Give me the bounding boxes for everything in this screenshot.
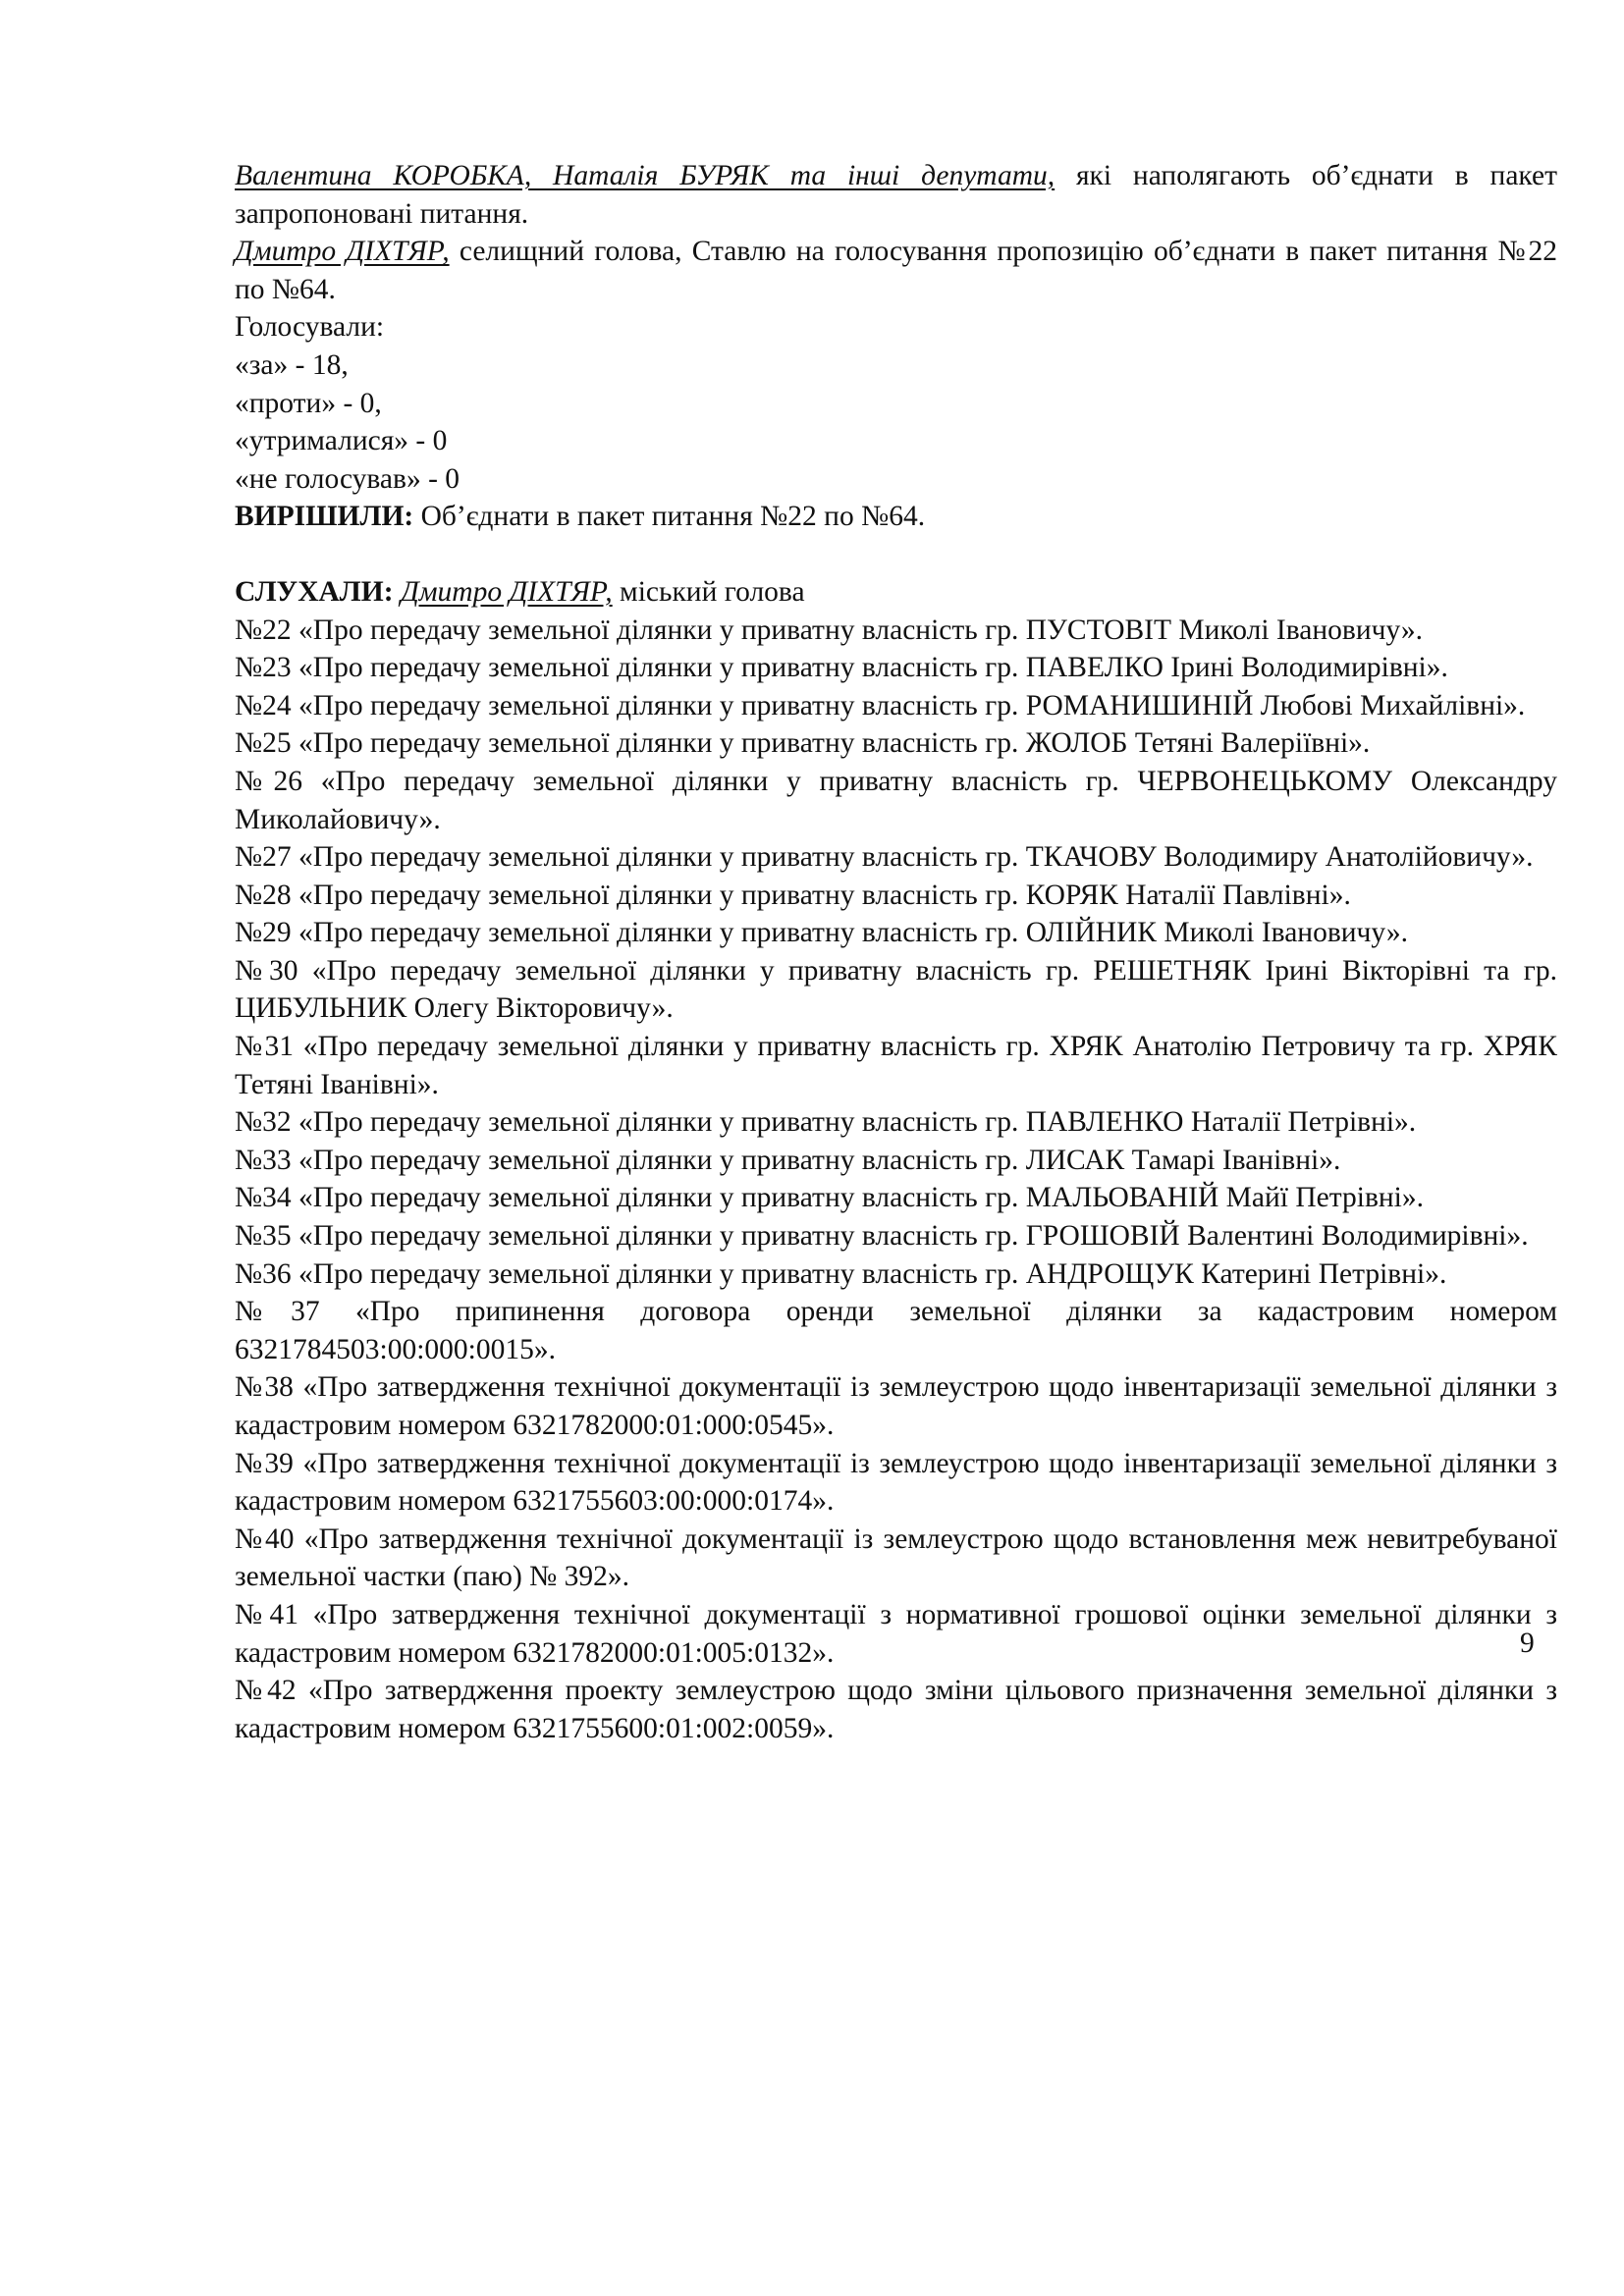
agenda-item-41: №41 «Про затвердження технічної документації з нормативної грошової оцінки земельної ділянки з кадастровим номером 6321782000:01:005:0132». bbox=[235, 1598, 1557, 1669]
agenda-item-30: №30 «Про передачу земельної ділянки у приватну власність гр. РЕШЕТНЯК Ірині Вікторівні та гр. ЦИБУЛЬНИК Олегу Вікторовичу». bbox=[235, 954, 1557, 1025]
paragraph-deputies-proposal bbox=[235, 157, 1557, 233]
agenda-item-40: №40 «Про затвердження технічної документації із землеустрою щодо встановлення меж невитребуваної земельної частки (паю) № 392». bbox=[235, 1522, 1557, 1593]
speaker-chair: Дмитро ДІХТЯР, bbox=[235, 236, 450, 268]
heard-speaker: Дмитро ДІХТЯР, bbox=[400, 575, 613, 608]
decision-paragraph bbox=[235, 498, 1557, 536]
agenda-item-38: №38 «Про затвердження технічної документації із землеустрою щодо інвентаризації земельної ділянки з кадастровим номером 6321782000:01:000:0545». bbox=[235, 1371, 1557, 1441]
decided-text: Об’єднати в пакет питання №22 по №64. bbox=[413, 501, 926, 533]
heard-paragraph bbox=[235, 573, 1557, 612]
agenda-item-26: №26 «Про передачу земельної ділянки у приватну власність гр. ЧЕРВОНЕЦЬКОМУ Олександру Миколайовичу». bbox=[235, 765, 1557, 835]
agenda-item-35: №35 «Про передачу земельної ділянки у приватну власність гр. ГРОШОВІЙ Валентині Володимирівні». bbox=[235, 1220, 1529, 1253]
vote-not-voted: «не голосував» - 0 bbox=[235, 462, 460, 495]
spacer bbox=[235, 536, 1557, 573]
agenda-item-23: №23 «Про передачу земельної ділянки у приватну власність гр. ПАВЕЛКО Ірині Володимирівні». bbox=[235, 652, 1448, 684]
agenda-item-22: №22 «Про передачу земельної ділянки у приватну власність гр. ПУСТОВІТ Миколі Івановичу». bbox=[235, 614, 1424, 646]
agenda-item-33: №33 «Про передачу земельної ділянки у приватну власність гр. ЛИСАК Тамарі Іванівні». bbox=[235, 1144, 1341, 1176]
agenda-item-34: №34 «Про передачу земельної ділянки у приватну власність гр. МАЛЬОВАНІЙ Майї Петрівні». bbox=[235, 1182, 1424, 1214]
agenda-item-39: №39 «Про затвердження технічної документації із землеустрою щодо інвентаризації земельної ділянки з кадастровим номером 6321755603:00:000:0174». bbox=[235, 1447, 1557, 1518]
decided-label: ВИРІШИЛИ: bbox=[235, 501, 414, 533]
agenda-item-36: №36 «Про передачу земельної ділянки у приватну власність гр. АНДРОЩУК Катерині Петрівні». bbox=[235, 1257, 1447, 1290]
speaker-deputies: Валентина КОРОБКА, Наталія БУРЯК та інші депутати, bbox=[235, 160, 1056, 191]
agenda-item-25: №25 «Про передачу земельної ділянки у приватну власність гр. ЖОЛОБ Тетяні Валеріївні». bbox=[235, 727, 1371, 760]
vote-abstained: «утрималися» - 0 bbox=[235, 425, 448, 457]
heard-role: міський голова bbox=[612, 575, 805, 608]
vote-title: Голосували: bbox=[235, 311, 385, 344]
paragraph-text: які наполягають об’єднати в пакет запропоновані питання. bbox=[235, 160, 1557, 230]
paragraph-chair-vote-call bbox=[235, 233, 1557, 308]
agenda-item-42: №42 «Про затвердження проекту землеустрою щодо зміни цільового призначення земельної ділянки з кадастровим номером 6321755600:01:002:0059». bbox=[235, 1675, 1557, 1744]
agenda-item-28: №28 «Про передачу земельної ділянки у приватну власність гр. КОРЯК Наталії Павлівні». bbox=[235, 879, 1351, 911]
vote-against: «проти» - 0, bbox=[235, 387, 382, 419]
agenda-item-27: №27 «Про передачу земельної ділянки у приватну власність гр. ТКАЧОВУ Володимиру Анатолійовичу». bbox=[235, 841, 1534, 874]
agenda-item-37: №37 «Про припинення договора оренди земельної ділянки за кадастровим номером 6321784503:00:000:0015». bbox=[235, 1296, 1557, 1365]
agenda-item-31: №31 «Про передачу земельної ділянки у приватну власність гр. ХРЯК Анатолію Петровичу та гр. ХРЯК Тетяні Іванівні». bbox=[235, 1031, 1557, 1100]
vote-for: «за» - 18, bbox=[235, 348, 349, 381]
agenda-item-32: №32 «Про передачу земельної ділянки у приватну власність гр. ПАВЛЕНКО Наталії Петрівні». bbox=[235, 1106, 1417, 1139]
agenda-item-24: №24 «Про передачу земельної ділянки у приватну власність гр. РОМАНИШИНІЙ Любові Михайлівні». bbox=[235, 689, 1526, 721]
agenda-item-29: №29 «Про передачу земельної ділянки у приватну власність гр. ОЛІЙНИК Миколі Івановичу». bbox=[235, 917, 1408, 949]
page-number: 9 bbox=[1520, 1628, 1535, 1659]
heard-label: СЛУХАЛИ: bbox=[235, 575, 394, 608]
document-page bbox=[235, 157, 1557, 1747]
paragraph-text: селищний голова, Ставлю на голосування пропозицію об’єднати в пакет питання №22 по №64. bbox=[235, 236, 1557, 305]
